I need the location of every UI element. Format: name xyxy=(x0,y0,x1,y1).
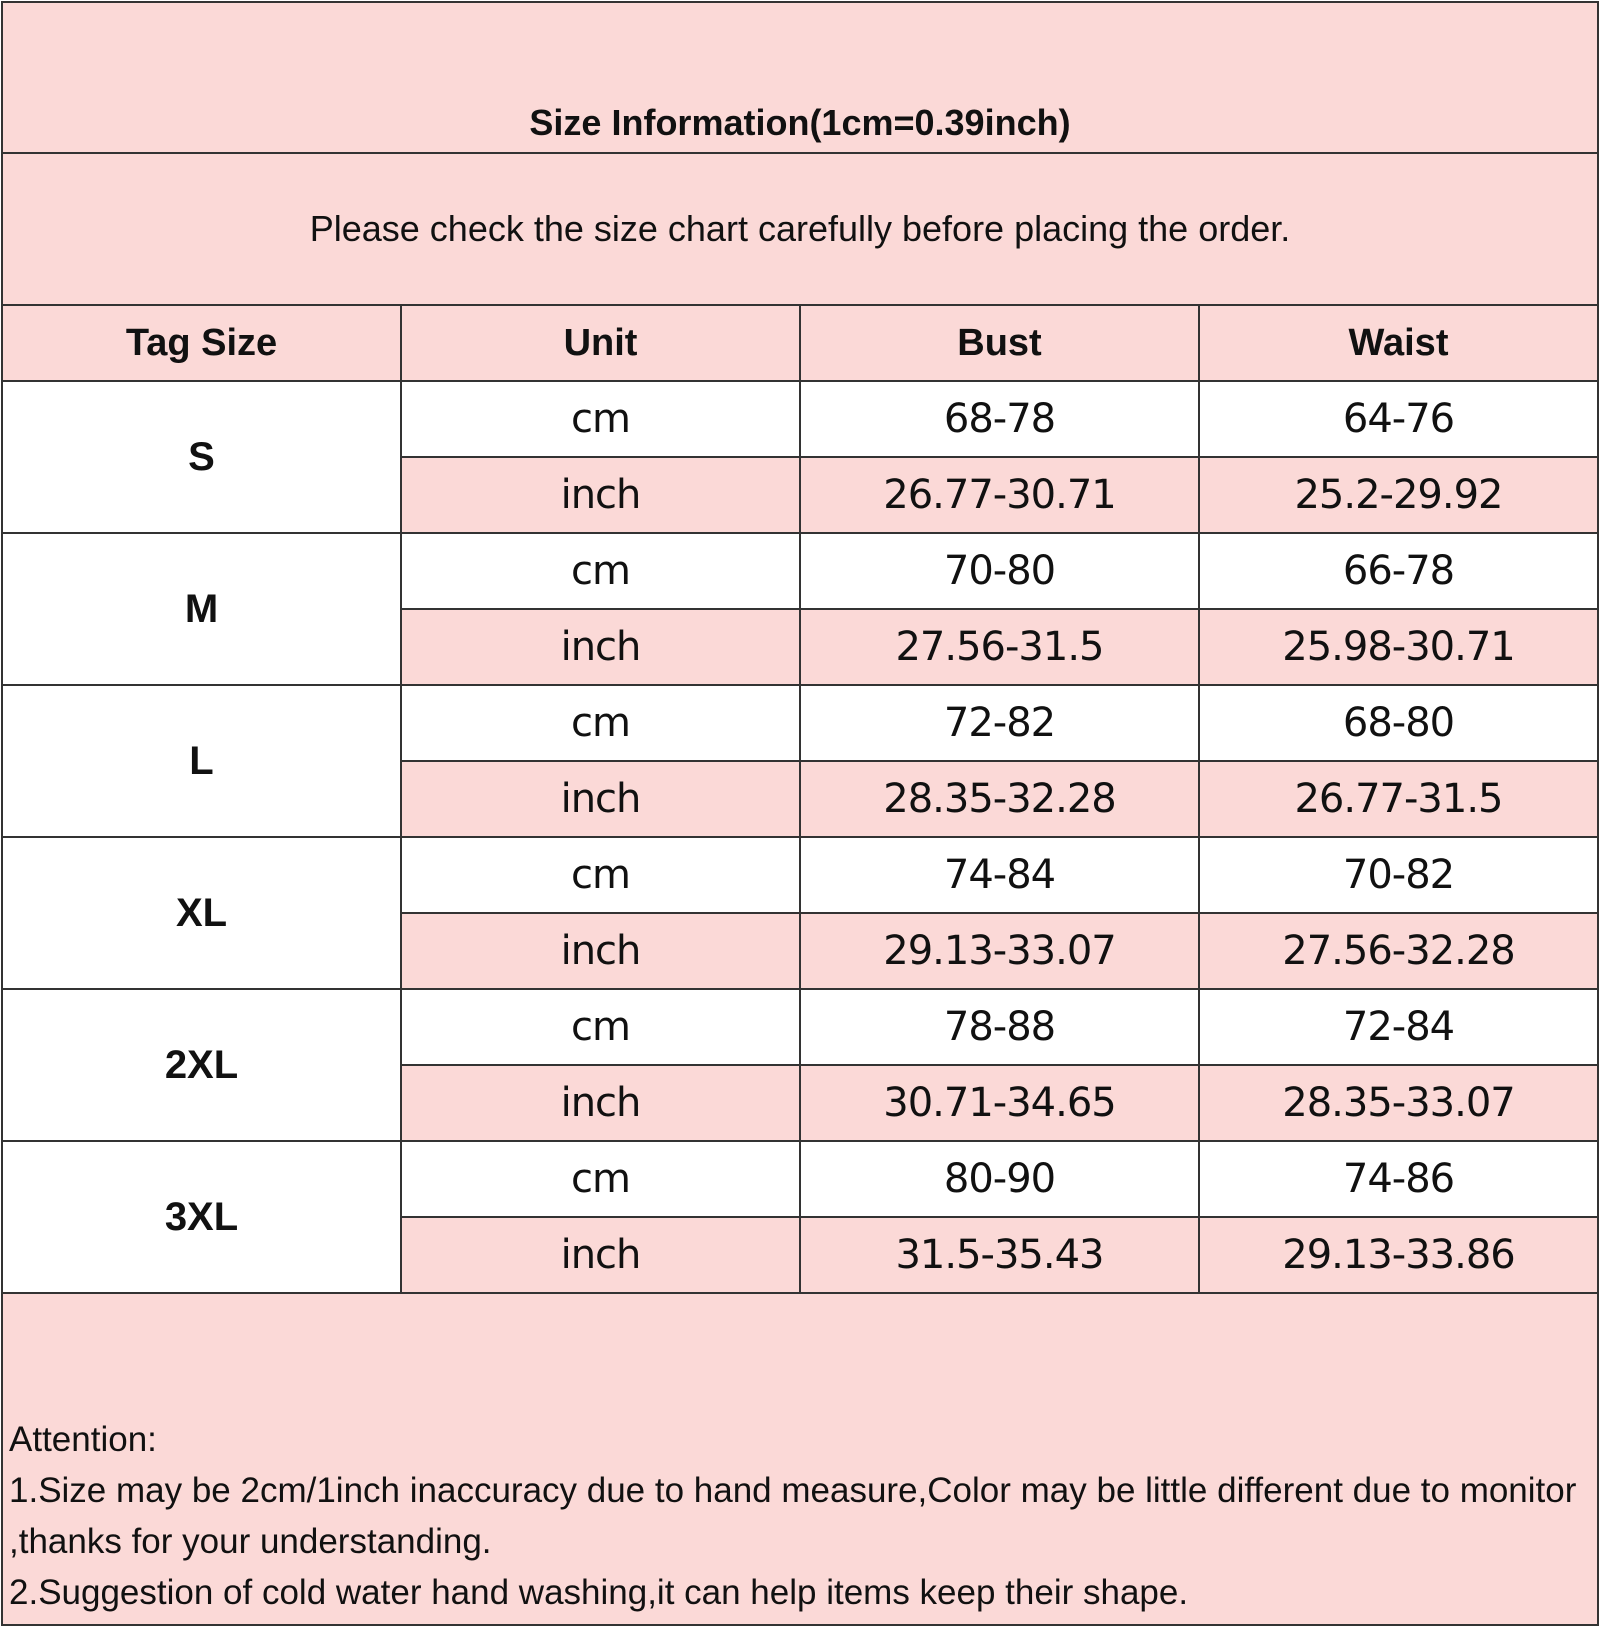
waist-cell: 27.56-32.28 xyxy=(1199,913,1598,989)
header-row xyxy=(2,305,1598,381)
tag-size-cell: S xyxy=(2,381,401,533)
waist-cell: 25.98-30.71 xyxy=(1199,609,1598,685)
page-title: Size Information(1cm=0.39inch) xyxy=(2,2,1598,153)
unit-cell: inch xyxy=(401,761,800,837)
unit-cell: cm xyxy=(401,381,800,457)
unit-cell: inch xyxy=(401,609,800,685)
bust-cell: 68-78 xyxy=(800,381,1199,457)
tag-size-cell: M xyxy=(2,533,401,685)
table-row xyxy=(2,837,1598,913)
table-row xyxy=(2,685,1598,761)
waist-cell: 68-80 xyxy=(1199,685,1598,761)
bust-cell: 28.35-32.28 xyxy=(800,761,1199,837)
bust-cell: 27.56-31.5 xyxy=(800,609,1199,685)
unit-cell: cm xyxy=(401,685,800,761)
table-row xyxy=(2,381,1598,457)
waist-cell: 29.13-33.86 xyxy=(1199,1217,1598,1293)
bust-cell: 26.77-30.71 xyxy=(800,457,1199,533)
bust-cell: 70-80 xyxy=(800,533,1199,609)
bust-cell: 30.71-34.65 xyxy=(800,1065,1199,1141)
tag-size-cell: L xyxy=(2,685,401,837)
waist-cell: 64-76 xyxy=(1199,381,1598,457)
unit-cell: inch xyxy=(401,1065,800,1141)
waist-cell: 25.2-29.92 xyxy=(1199,457,1598,533)
notes-heading: Attention: xyxy=(9,1420,157,1459)
bust-cell: 78-88 xyxy=(800,989,1199,1065)
tag-size-cell: 2XL xyxy=(2,989,401,1141)
bust-cell: 31.5-35.43 xyxy=(800,1217,1199,1293)
size-table xyxy=(1,1,1599,1626)
waist-cell: 66-78 xyxy=(1199,533,1598,609)
notice-row xyxy=(2,153,1598,305)
notes-row xyxy=(2,1293,1598,1625)
note-line-2: 2.Suggestion of cold water hand washing,it can help items keep their shape. xyxy=(9,1573,1189,1612)
header-tag-size: Tag Size xyxy=(2,305,401,381)
header-unit: Unit xyxy=(401,305,800,381)
notice-text: Please check the size chart carefully before placing the order. xyxy=(2,153,1598,305)
bust-cell: 72-82 xyxy=(800,685,1199,761)
unit-cell: cm xyxy=(401,1141,800,1217)
waist-cell: 72-84 xyxy=(1199,989,1598,1065)
bust-cell: 80-90 xyxy=(800,1141,1199,1217)
tag-size-cell: XL xyxy=(2,837,401,989)
unit-cell: cm xyxy=(401,989,800,1065)
waist-cell: 26.77-31.5 xyxy=(1199,761,1598,837)
header-bust: Bust xyxy=(800,305,1199,381)
unit-cell: inch xyxy=(401,1217,800,1293)
attention-notes xyxy=(2,1293,1598,1625)
unit-cell: inch xyxy=(401,457,800,533)
bust-cell: 29.13-33.07 xyxy=(800,913,1199,989)
note-line-1: 1.Size may be 2cm/1inch inaccuracy due to hand measure,Color may be little different due to monitor xyxy=(9,1471,1577,1510)
unit-cell: cm xyxy=(401,533,800,609)
bust-cell: 74-84 xyxy=(800,837,1199,913)
header-waist: Waist xyxy=(1199,305,1598,381)
unit-cell: cm xyxy=(401,837,800,913)
unit-cell: inch xyxy=(401,913,800,989)
note-line-1-continued: ,thanks for your understanding. xyxy=(9,1522,492,1561)
waist-cell: 70-82 xyxy=(1199,837,1598,913)
waist-cell: 74-86 xyxy=(1199,1141,1598,1217)
waist-cell: 28.35-33.07 xyxy=(1199,1065,1598,1141)
tag-size-cell: 3XL xyxy=(2,1141,401,1293)
size-chart-sheet xyxy=(0,1,1600,1612)
table-row xyxy=(2,533,1598,609)
title-row xyxy=(2,2,1598,153)
table-row xyxy=(2,1141,1598,1217)
table-row xyxy=(2,989,1598,1065)
